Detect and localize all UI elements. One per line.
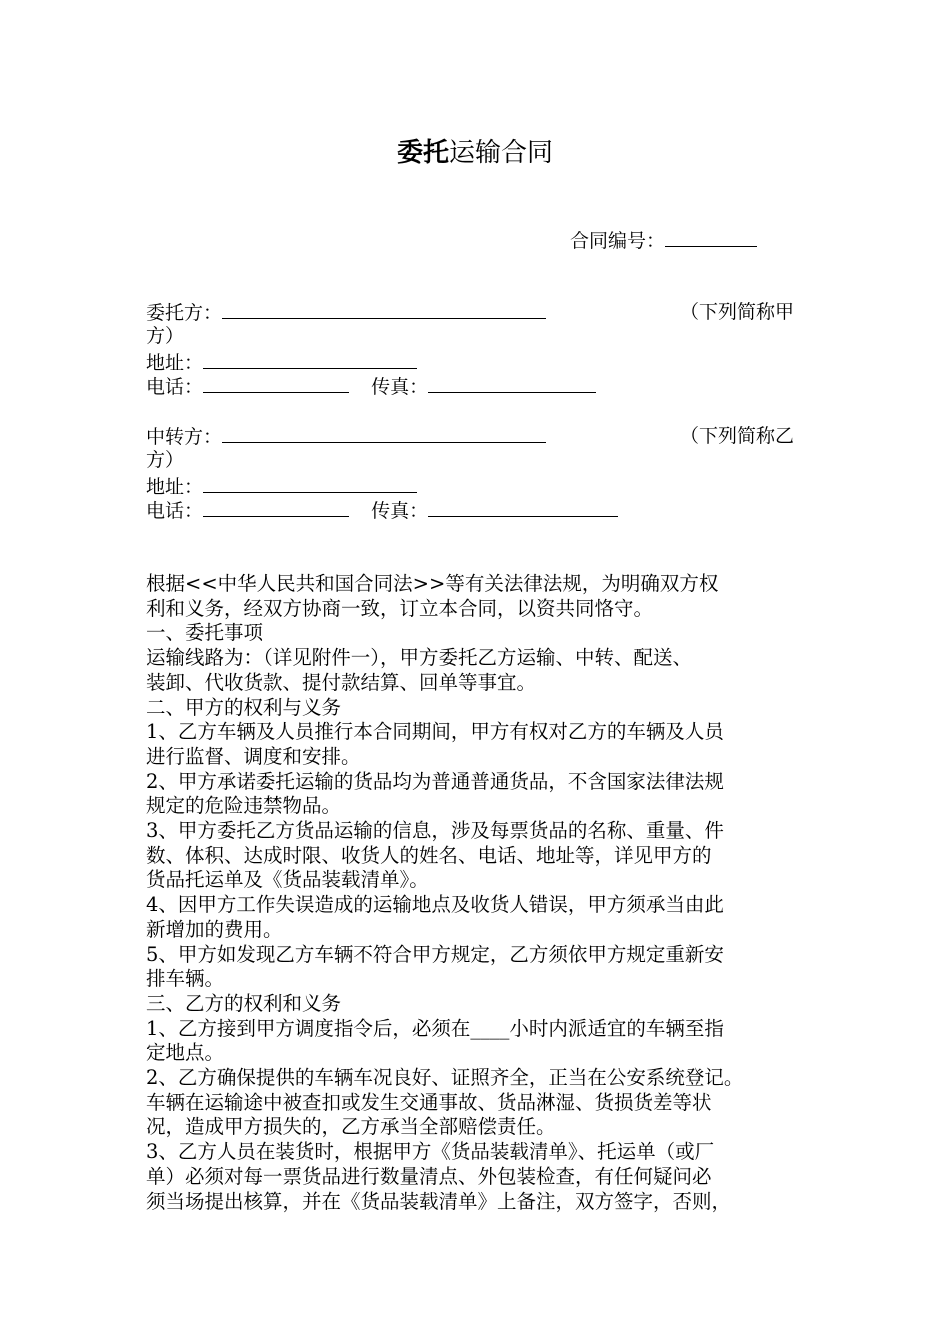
body-line: 定地点。: [146, 1041, 225, 1065]
party-a-address-row: [146, 350, 417, 375]
party-a-address-label: 地址：: [146, 352, 204, 374]
party-b-fax-label: 传真：: [371, 500, 429, 522]
section-heading: 三、乙方的权利和义务: [146, 991, 342, 1015]
party-a-note: （下列简称甲: [680, 301, 795, 323]
party-a-phone-blank[interactable]: [203, 374, 349, 393]
party-b-label: 中转方：: [146, 426, 223, 448]
body-line: 新增加的费用。: [146, 917, 283, 941]
title-bold: 委托: [396, 138, 449, 168]
body-line: 进行监督、调度和安排。: [146, 744, 361, 768]
party-a-name-blank[interactable]: [222, 300, 546, 319]
body-line: 3、乙方人员在装货时，根据甲方《货品装载清单》、托运单（或厂: [146, 1140, 715, 1164]
contract-body: [146, 572, 816, 1214]
body-line: 须当场提出核算，并在《货品装载清单》上备注，双方签字，否则，: [146, 1189, 732, 1213]
body-line: 5、甲方如发现乙方车辆不符合甲方规定，乙方须依甲方规定重新安: [146, 942, 724, 966]
party-b-note: （下列简称乙: [680, 425, 795, 447]
party-a-contact-row: [146, 374, 596, 399]
party-b-phone-label: 电话：: [146, 500, 204, 522]
party-b-name-blank[interactable]: [222, 424, 546, 443]
body-line: 1、乙方车辆及人员推行本合同期间，甲方有权对乙方的车辆及人员: [146, 720, 724, 744]
party-b-fax-blank[interactable]: [428, 498, 618, 517]
body-line: 3、甲方委托乙方货品运输的信息，涉及每票货品的名称、重量、件: [146, 819, 724, 843]
body-line: 2、乙方确保提供的车辆车况良好、证照齐全，正当在公安系统登记。: [146, 1066, 744, 1090]
title-rest: 运输合同: [449, 138, 554, 168]
document-title: [0, 132, 950, 169]
body-line: 利和义务，经双方协商一致，订立本合同，以资共同恪守。: [146, 596, 654, 620]
body-line: 单）必须对每一票货品进行数量清点、外包装检查，有任何疑问必: [146, 1164, 712, 1188]
body-line: 装卸、代收货款、提付款结算、回单等事宜。: [146, 670, 537, 694]
party-a-fax-blank[interactable]: [428, 374, 596, 393]
body-line: 1、乙方接到甲方调度指令后，必须在____小时内派适宜的车辆至指: [146, 1016, 724, 1040]
party-b-note-cont: 方）: [146, 449, 185, 471]
body-line: 车辆在运输途中被查扣或发生交通事故、货品淋湿、货损货差等状: [146, 1090, 712, 1114]
contract-number-blank[interactable]: [665, 228, 757, 247]
party-b-address-label: 地址：: [146, 476, 204, 498]
party-b-row: [146, 424, 546, 449]
body-line: 4、因甲方工作失误造成的运输地点及收货人错误，甲方须承当由此: [146, 893, 724, 917]
body-line: 货品托运单及《货品装载清单》。: [146, 868, 429, 892]
body-line: 况，造成甲方损失的，乙方承当全部赔偿责任。: [146, 1115, 556, 1139]
party-a-label: 委托方：: [146, 302, 223, 324]
party-b-address-blank[interactable]: [203, 474, 417, 493]
section-heading: 二、甲方的权利与义务: [146, 695, 342, 719]
party-a-phone-label: 电话：: [146, 376, 204, 398]
party-b-contact-row: [146, 498, 618, 523]
contract-number-label: 合同编号：: [570, 230, 666, 252]
party-a-row: [146, 300, 546, 325]
party-b-address-row: [146, 474, 417, 499]
body-line: 数、体积、达成时限、收货人的姓名、电话、地址等，详见甲方的: [146, 843, 712, 867]
body-line: 排车辆。: [146, 967, 225, 991]
party-a-fax-label: 传真：: [371, 376, 429, 398]
body-line: 根据<<中华人民共和国合同法>>等有关法律法规，为明确双方权: [146, 572, 719, 595]
body-line: 规定的危险违禁物品。: [146, 794, 342, 818]
contract-number: [570, 226, 757, 253]
party-b-phone-blank[interactable]: [203, 498, 349, 517]
party-a-address-blank[interactable]: [203, 350, 417, 369]
section-heading: 一、委托事项: [146, 621, 264, 645]
party-a-note-cont: 方）: [146, 325, 185, 347]
body-line: 2、甲方承诺委托运输的货品均为普通普通货品，不含国家法律法规: [146, 769, 724, 793]
body-line: 运输线路为：（详见附件一），甲方委托乙方运输、中转、配送、: [146, 646, 693, 670]
